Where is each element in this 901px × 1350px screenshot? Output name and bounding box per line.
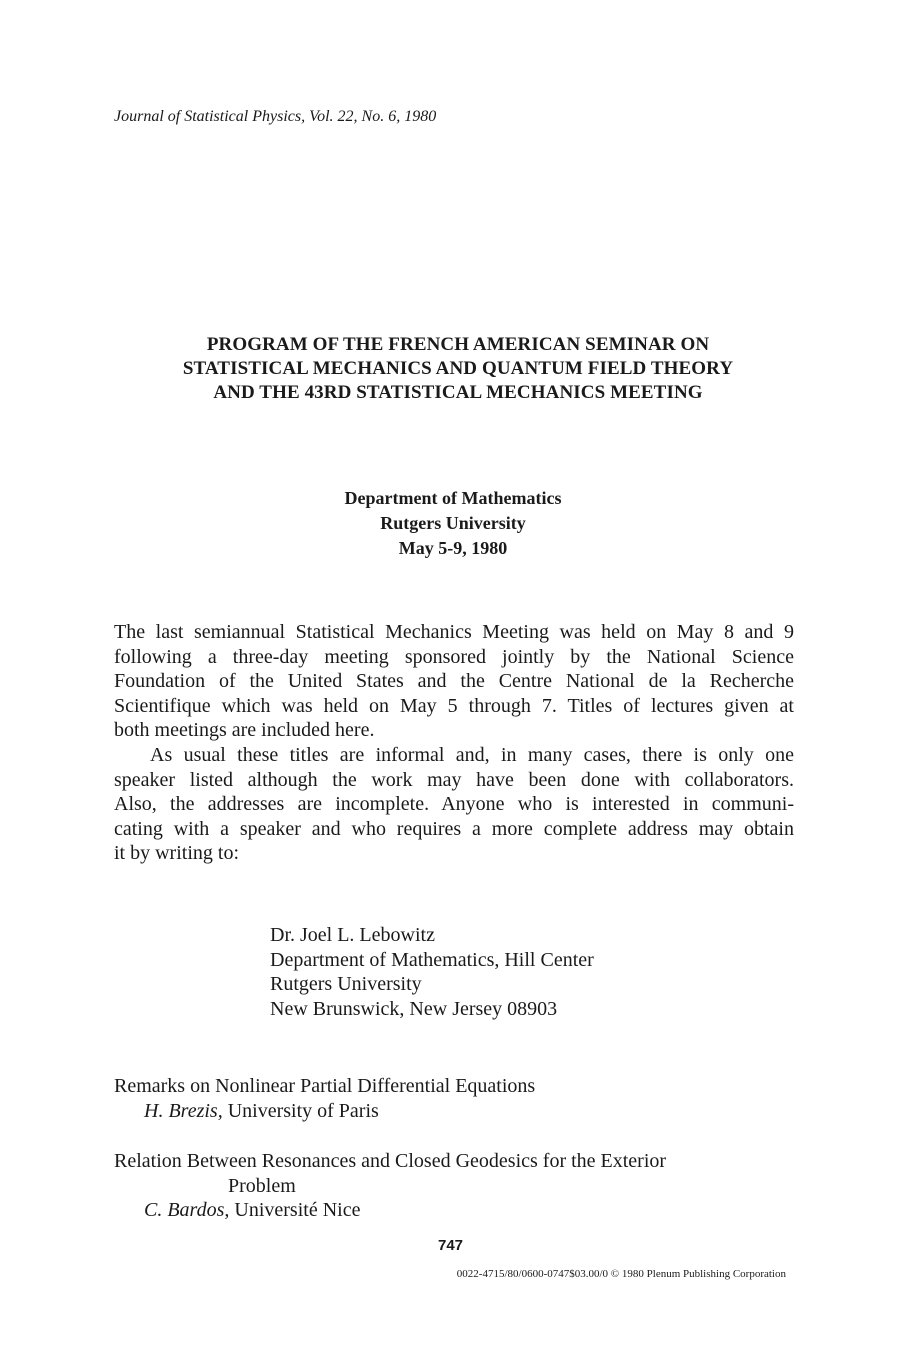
venue-dates: May 5-9, 1980 [398,538,508,558]
page-title [100,333,816,405]
speaker-name: H. Brezis, [144,1099,223,1122]
address-city: New Brunswick, New Jersey 08903 [270,997,558,1020]
paragraph-line: Scientifique which was held on May 5 through 7. Titles of lectures given at [114,694,794,717]
venue-block [253,486,653,561]
contact-address [270,923,594,1021]
lecture-title: Relation Between Resonances and Closed Geodesics for the Exterior [114,1150,667,1172]
lecture-title-continued: Problem [228,1174,296,1197]
page-number: 747 [437,1237,464,1254]
copyright-line: 0022-4715/80/0600-0747$03.00/0 © 1980 Plenum Publishing Corporation [456,1268,786,1280]
paragraph-line: cating with a speaker and who requires a more complete address may obtain [114,817,794,840]
title-line: AND THE 43RD STATISTICAL MECHANICS MEETING [213,382,703,403]
paragraph-line: following a three-day meeting sponsored jointly by the National Science [114,645,794,668]
lecture-speaker-line [114,1198,666,1223]
intro-text [114,620,794,866]
speaker-affiliation: University of Paris [227,1099,379,1122]
paragraph-line: The last semiannual Statistical Mechanics Meeting was held on May 8 and 9 [114,621,794,643]
title-line: STATISTICAL MECHANICS AND QUANTUM FIELD THEORY [182,358,734,379]
paragraph-line: speaker listed although the work may have been done with collaborators. [114,768,794,791]
paragraph-line: As usual these titles are informal and, in many cases, there is only one [150,743,794,766]
journal-citation: Journal of Statistical Physics, Vol. 22, No. 6, 1980 [114,108,437,125]
paragraph-line: Also, the addresses are incomplete. Anyone who is interested in communi- [114,793,794,816]
address-name: Dr. Joel L. Lebowitz [270,924,435,946]
paragraph-line: it by writing to: [114,842,239,865]
lecture-entry [114,1074,535,1123]
venue-department: Department of Mathematics [344,488,562,508]
lecture-title: Remarks on Nonlinear Partial Differential Equations [114,1075,536,1097]
title-line: PROGRAM OF THE FRENCH AMERICAN SEMINAR ON [206,334,710,355]
lecture-entry [114,1149,666,1223]
address-university: Rutgers University [270,973,422,996]
venue-university: Rutgers University [380,513,526,533]
speaker-affiliation: Université Nice [234,1199,361,1222]
paragraph-line: both meetings are included here. [114,719,375,742]
paragraph-line: Foundation of the United States and the Centre National de la Recherche [114,670,794,693]
lecture-speaker-line [114,1099,535,1124]
address-department: Department of Mathematics, Hill Center [270,948,594,971]
speaker-name: C. Bardos, [144,1199,230,1222]
